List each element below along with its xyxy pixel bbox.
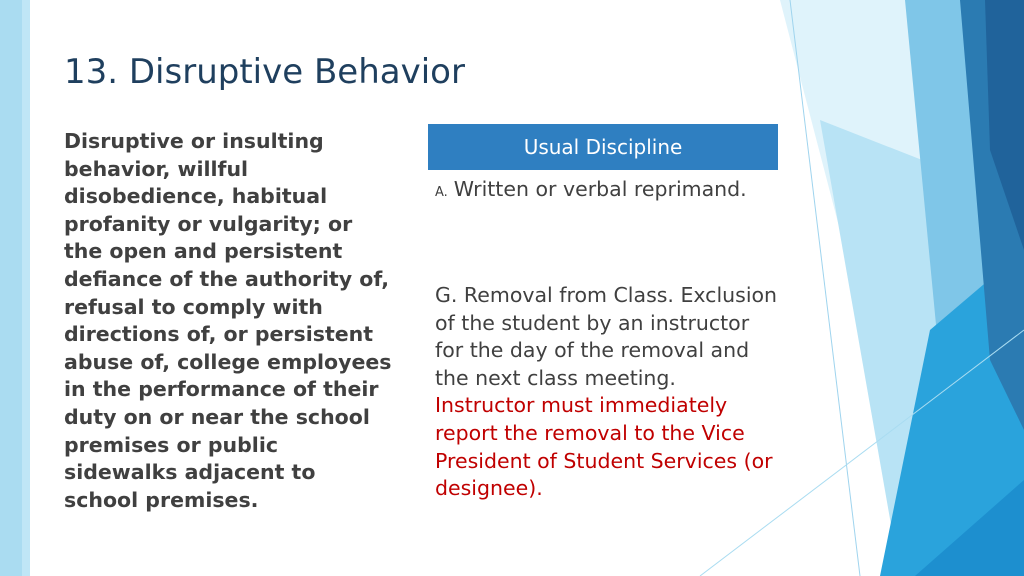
slide-title: 13. Disruptive Behavior [64,52,465,92]
offense-description: Disruptive or insulting behavior, willful disobedience, habitual profanity or vulgarity; or the open and persistent defiance of the authority of, refusal to comply with directions of, or persistent abuse of, college employees in the performance of their duty on or near the school premises or public sidewalks adjacent to school premises. [64,129,392,512]
discipline-item-g [435,282,780,503]
item-g-text: G. Removal from Class. Exclusion of the student by an instructor for the day of the removal and the next class meeting. [435,283,778,390]
left-accent-shape-dark [0,0,22,576]
discipline-header-label: Usual Discipline [523,135,683,159]
discipline-table-header [428,124,778,170]
item-a-label: A. [435,185,448,200]
discipline-item-a [435,176,780,207]
item-g-highlight: Instructor must immediately report the removal to the Vice President of Student Services (or designee). [435,393,773,501]
item-a-text: Written or verbal reprimand. [453,177,747,201]
